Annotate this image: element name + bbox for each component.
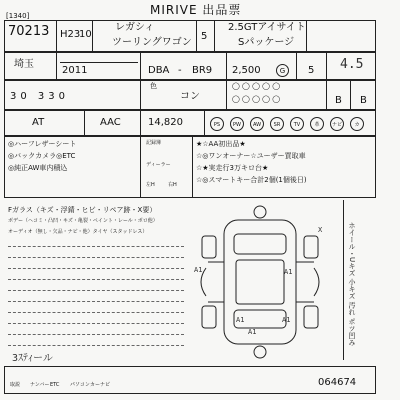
mid-label: 記録簿 — [146, 140, 162, 146]
divider — [196, 20, 197, 52]
equipment-badge: SR — [270, 117, 284, 131]
divider — [140, 80, 141, 110]
audio-note: オーディオ（無し・欠品・ナビ・他）タイヤ（スタッドレス） — [8, 229, 148, 235]
divider — [226, 80, 227, 110]
mid-label: ディーラー — [146, 162, 171, 168]
car-diagram — [186, 202, 336, 362]
model-prefix: DBA — [148, 65, 170, 76]
bottom-label: パソコン — [70, 382, 90, 388]
row2-frame — [4, 52, 376, 80]
mark-a1: A1 — [284, 268, 293, 276]
option-row-2: ◯ ◯ ◯ ◯ ◯ — [232, 95, 281, 103]
feature-left-item: ◎バックカメラ◎ETC — [8, 152, 76, 160]
divider — [140, 136, 141, 198]
note-line — [8, 345, 184, 346]
divider — [56, 20, 57, 52]
bottom-label: 取説 — [10, 382, 21, 388]
mark-a1: A1 — [236, 316, 245, 324]
feature-right-item: ★☆AA初出品★ — [196, 140, 246, 148]
transmission: AT — [32, 117, 45, 128]
model-dash: - — [178, 65, 182, 76]
note-line — [8, 301, 184, 302]
equipment-badge: PW — [230, 117, 244, 131]
equipment-badge: AW — [250, 117, 264, 131]
shift-value: 5 — [308, 65, 315, 76]
option-row: ◯ ◯ ◯ ◯ ◯ — [232, 82, 281, 90]
mileage: 14,820 — [148, 117, 183, 128]
feature-right-item: ☆◎スマートキー合計2個(1個後日) — [196, 176, 307, 184]
mark-a1: A1 — [194, 266, 203, 274]
interior-a: B — [335, 95, 342, 106]
color-value: コン — [180, 91, 200, 102]
mid-label: 左H — [146, 182, 155, 188]
first-reg: 2011 — [62, 65, 88, 76]
note-line — [8, 290, 184, 291]
divider — [214, 20, 215, 52]
divider — [326, 80, 327, 110]
note-line — [8, 323, 184, 324]
year-value: H23 — [60, 29, 81, 40]
divider — [306, 20, 307, 52]
car-name-1: レガシィ — [115, 22, 155, 33]
interior-b: B — [360, 95, 367, 106]
number-plate: 30 330 — [10, 91, 69, 102]
divider — [56, 52, 57, 80]
grade-2: Sパッケージ — [238, 37, 295, 48]
bottom-label: ナンバー — [30, 382, 50, 388]
grade-1: 2.5GTアイサイト — [228, 22, 306, 33]
bottom-label: ETC — [50, 382, 60, 388]
equipment-badge: TV — [290, 117, 304, 131]
divider — [192, 136, 193, 198]
divider — [350, 80, 351, 110]
bottom-label: カーナビ — [90, 382, 111, 388]
divider — [140, 52, 141, 80]
note-line — [8, 334, 184, 335]
feature-left-item: ◎ハーフレザーシート — [8, 140, 77, 148]
divider — [296, 52, 297, 80]
color-label: 色 — [150, 82, 157, 90]
divider — [60, 62, 138, 63]
doors-value: 5 — [201, 31, 208, 42]
divider — [204, 110, 205, 136]
divider — [84, 110, 85, 136]
serial-number: 064674 — [318, 377, 357, 388]
divider — [326, 52, 327, 80]
model-code: BR9 — [192, 65, 213, 76]
note-line — [8, 257, 184, 258]
equipment-badge: PS — [210, 117, 224, 131]
form-title: MIRIVE 出品票 — [150, 3, 242, 17]
lot-label: [1340] — [6, 12, 30, 20]
mark-x: X — [318, 226, 323, 234]
region: 埼玉 — [14, 59, 34, 70]
note-line — [8, 279, 184, 280]
cc-value: 2,500 — [232, 65, 261, 76]
note-line — [8, 312, 184, 313]
fuel-mark: G — [276, 64, 289, 77]
feature-left-item: ◎純正AW車内積込 — [8, 164, 68, 172]
note-line — [8, 268, 184, 269]
mid-label: 右H — [168, 182, 177, 188]
note-line — [8, 246, 184, 247]
body-note: ボデー（ヘコミ・凸凹・キズ・亀裂・ペイント・レール・ボロ他） — [8, 218, 158, 224]
divider — [140, 110, 141, 136]
equipment-badge: 革 — [310, 117, 324, 131]
divider — [226, 52, 227, 80]
feature-right-item: ☆◎ワンオーナー☆ユーザー買取車 — [196, 152, 306, 160]
aircon: AAC — [100, 117, 121, 128]
equipment-badge: カ — [350, 117, 364, 131]
mark-a1: A1 — [248, 328, 257, 336]
feature-right-item: ☆★実走行3万キロ台★ — [196, 164, 269, 172]
right-vertical-note: ホイール・Uキズ 小キズ 汚れ ポツ凹み — [348, 222, 356, 346]
score-value: 4.5 — [340, 57, 364, 72]
car-name-2: ツーリングワゴン — [112, 37, 192, 48]
seller-number: 70213 — [8, 24, 50, 39]
lot-number: 1340 — [8, 12, 27, 20]
month-value: 10 — [79, 29, 92, 40]
equipment-badge: ナビ — [330, 117, 344, 131]
mark-a1: A1 — [282, 316, 291, 324]
divider — [343, 200, 344, 360]
divider — [92, 20, 93, 52]
handwritten-note: 3ｽﾃｨール — [12, 353, 53, 364]
glass-note: Fガラス（キズ・浮錆・ヒビ・リペア跡・X要） — [8, 206, 157, 214]
